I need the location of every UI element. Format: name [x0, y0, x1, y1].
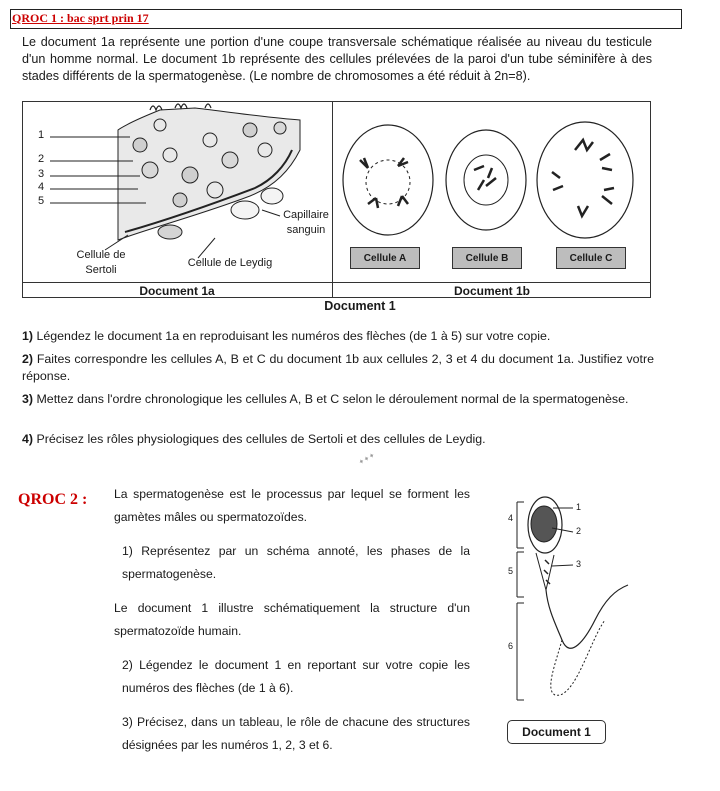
qroc2-intro: La spermatogenèse est le processus par lequel se forment les gamètes mâles ou spermatozoïdes. — [114, 487, 470, 524]
qroc2-question-1: 1) Représentez par un schéma annoté, les phases de la spermatogenèse. — [122, 544, 470, 581]
qroc2-question-2: 2) Légendez le document 1 en reportant sur votre copie les numéros des flèches (de 1 à 6). — [122, 658, 470, 695]
sperm-number-4: 4 — [508, 513, 514, 523]
qroc1-question-2: 2) Faites correspondre les cellules A, B et C du document 1b aux cellules 2, 3 et 4 du document 1a. Justifiez votre réponse. — [22, 352, 654, 383]
qroc1-question-4: 4) Précisez les rôles physiologiques des cellules de Sertoli et des cellules de Leydig. — [22, 432, 486, 446]
qroc1-question-1: 1) Légendez le document 1a en reproduisant les numéros des flèches (de 1 à 5) sur votre copie. — [22, 329, 551, 343]
sperm-document-label: Document 1 — [507, 720, 606, 744]
document1a-label: Document 1a — [139, 284, 215, 298]
arrow-number-3: 3 — [38, 168, 45, 180]
capillary-label: Capillaire sanguin — [283, 209, 329, 236]
qroc1-intro: Le document 1a représente une portion d'une coupe transversale schématique réalisée au niveau du testicule d'un homme normal. Le document 1b représente des cellules prélevées de la paroi d'un tube séminifère à des stades différents de la spermatogenèse. (Le nombre de chromosomes a été réduit à 2n=8). — [22, 35, 652, 83]
arrow-number-1: 1 — [38, 129, 45, 141]
cell-a-label: Cellule A — [350, 247, 420, 269]
cell-c-drawing — [537, 122, 633, 238]
sperm-number-2: 2 — [576, 526, 582, 536]
arrow-number-5: 5 — [38, 195, 45, 207]
arrow-number-4: 4 — [38, 181, 45, 193]
leydig-cell-label: Cellule de Leydig — [187, 257, 273, 269]
document1b-label: Document 1b — [453, 284, 530, 298]
sertoli-cell-label: Cellule de Sertoli — [76, 249, 126, 276]
tubule-section-drawing — [118, 104, 300, 240]
sperm-number-5: 5 — [508, 566, 514, 576]
cell-b-label: Cellule B — [452, 247, 522, 269]
document1-caption: Document 1 — [324, 299, 396, 313]
sperm-number-3: 3 — [576, 559, 582, 569]
cell-a-drawing — [343, 125, 433, 235]
cell-c-label: Cellule C — [556, 247, 626, 269]
sperm-number-1: 1 — [576, 502, 582, 512]
watermark-mark: ✦✦✦ — [357, 451, 377, 467]
sperm-number-6: 6 — [508, 641, 514, 651]
qroc2-document-intro: Le document 1 illustre schématiquement la structure d'un spermatozoïde humain. — [114, 601, 470, 638]
qroc1-question-3: 3) Mettez dans l'ordre chronologique les cellules A, B et C selon le déroulement normal de la spermatogenèse. — [22, 392, 629, 406]
cell-b-drawing — [446, 130, 526, 230]
qroc2-title: QROC 2 : — [18, 491, 88, 508]
qroc1-title: QROC 1 : bac sprt prin 17 — [12, 11, 149, 25]
arrow-number-2: 2 — [38, 153, 45, 165]
qroc2-question-3: 3) Précisez, dans un tableau, le rôle de chacune des structures désignées par les numéros 1, 2, 3 et 6. — [122, 715, 470, 752]
